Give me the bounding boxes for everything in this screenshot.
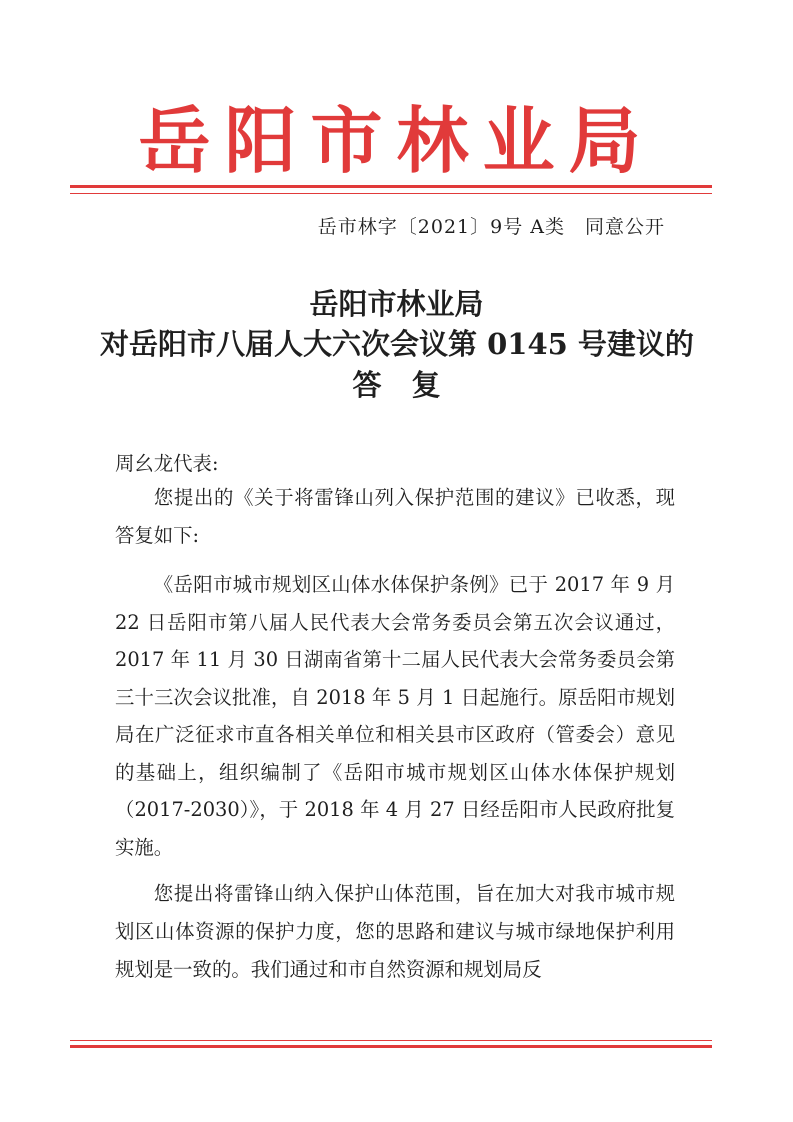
reply-title-line-3: 答复 — [352, 368, 471, 402]
reply-title-line-1: 岳阳市林业局 — [309, 287, 484, 321]
letterhead-rule-thick — [70, 185, 712, 188]
footer-rule-thin — [70, 1040, 712, 1041]
paragraph-2: 《岳阳市城市规划区山体水体保护条例》已于 2017 年 9 月 22 日岳阳市第八届人民代表大会常务委员会第五次会议通过，2017 年 11 月 30 日湖南省第十二届人民代表大会常务委员会第三十三次会议批准，自 2018 年 5 月 1 日起施行。原岳阳市规划局在广泛征求市直各相关单位和相关县市区政府（管委会）意见的基础上，组织编制了《岳阳市城市规划区山体水体保护规划（2017-2030）》，于 2018 年 4 月 27 日经岳阳市人民政府批复实施。 — [115, 573, 675, 859]
letterhead-rule-thin — [70, 193, 712, 194]
paragraph-3: 您提出将雷锋山纳入保护山体范围，旨在加大对我市城市规划区山体资源的保护力度，您的思路和建议与城市绿地保护利用规划是一致的。我们通过和市自然资源和规划局反 — [115, 882, 675, 981]
letterhead-org-name: 岳阳市林业局 — [138, 99, 655, 183]
footer-rule-thick — [70, 1045, 712, 1048]
reply-title-line-2: 对岳阳市八届人大六次会议第 0145 号建议的 — [100, 327, 694, 361]
document-number: 岳市林字〔2021〕9号 A类 同意公开 — [317, 216, 665, 238]
salutation: 周幺龙代表: — [115, 452, 219, 475]
paragraph-1: 您提出的《关于将雷锋山列入保护范围的建议》已收悉，现答复如下: — [115, 486, 675, 547]
